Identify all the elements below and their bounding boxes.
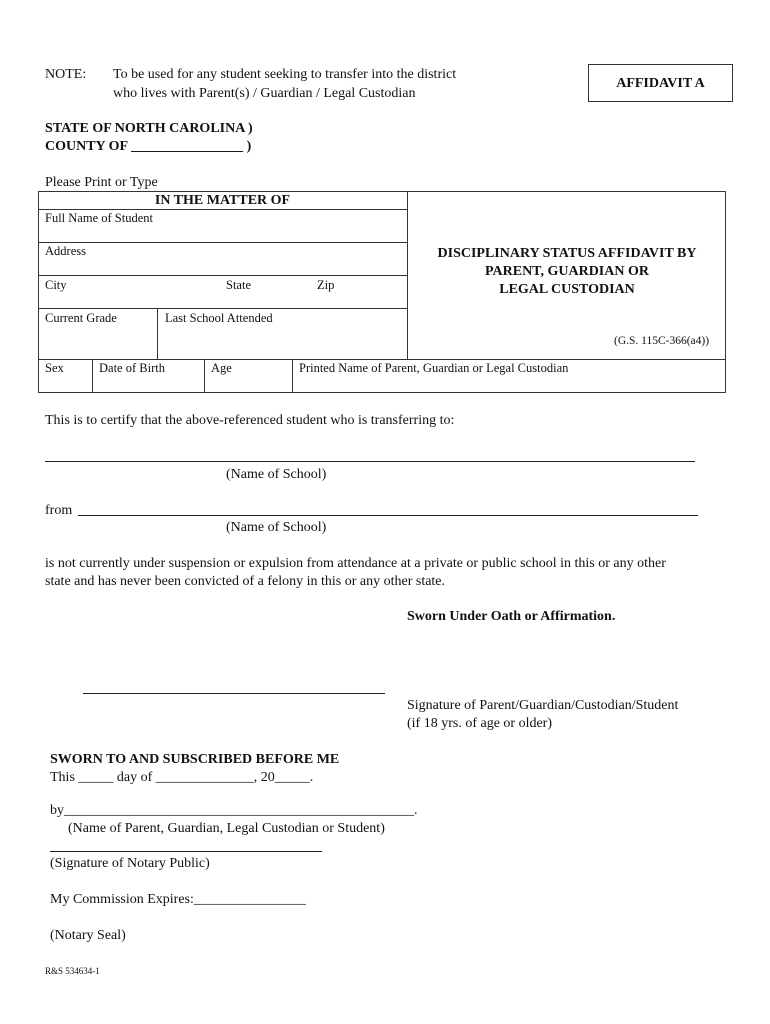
affidavit-label-box bbox=[588, 64, 733, 102]
current-grade-field[interactable]: Current Grade bbox=[45, 311, 117, 325]
note-line-2: who lives with Parent(s) / Guardian / Legal Custodian bbox=[113, 86, 416, 101]
notary-date-line[interactable]: This _____ day of ______________, 20_____. bbox=[50, 770, 314, 785]
from-label: from bbox=[45, 503, 73, 518]
form-rule bbox=[157, 308, 158, 359]
sex-field[interactable]: Sex bbox=[45, 361, 64, 375]
name-of-school-caption-2: (Name of School) bbox=[226, 520, 327, 535]
date-of-birth-field[interactable]: Date of Birth bbox=[99, 361, 165, 375]
form-rule bbox=[204, 359, 205, 393]
status-line-1: is not currently under suspension or expulsion from attendance at a private or public school in this or any other bbox=[45, 556, 666, 571]
note-label: NOTE: bbox=[45, 67, 87, 82]
state-field[interactable]: State bbox=[226, 278, 251, 292]
certify-text: This is to certify that the above-referenced student who is transferring to: bbox=[45, 413, 455, 428]
notary-heading: SWORN TO AND SUBSCRIBED BEFORE ME bbox=[50, 752, 340, 767]
form-rule bbox=[92, 359, 93, 393]
last-school-field[interactable]: Last School Attended bbox=[165, 311, 273, 325]
signature-caption-2: (if 18 yrs. of age or older) bbox=[407, 716, 553, 731]
affidavit-label: AFFIDAVIT A bbox=[616, 76, 705, 91]
school-to-line[interactable] bbox=[45, 461, 695, 462]
footer-code: R&S 534634-1 bbox=[45, 966, 100, 976]
status-line-2: state and has never been convicted of a felony in this or any other state. bbox=[45, 574, 446, 589]
form-title-line-3: LEGAL CUSTODIAN bbox=[499, 282, 635, 297]
form-rule bbox=[38, 359, 726, 360]
address-field[interactable]: Address bbox=[45, 244, 86, 258]
full-name-field[interactable]: Full Name of Student bbox=[45, 211, 153, 225]
form-title-line-1: DISCIPLINARY STATUS AFFIDAVIT BY bbox=[437, 246, 697, 261]
form-title-line-2: PARENT, GUARDIAN OR bbox=[485, 264, 649, 279]
county-line: COUNTY OF ________________ ) bbox=[45, 139, 252, 154]
notary-signature-caption: (Signature of Notary Public) bbox=[50, 856, 210, 871]
state-line: STATE OF NORTH CAROLINA ) bbox=[45, 121, 253, 136]
printed-name-field[interactable]: Printed Name of Parent, Guardian or Legal Custodian bbox=[299, 361, 569, 375]
notary-seal-label: (Notary Seal) bbox=[50, 928, 126, 943]
city-field[interactable]: City bbox=[45, 278, 67, 292]
signature-caption-1: Signature of Parent/Guardian/Custodian/Student bbox=[407, 698, 679, 713]
notary-signature-line[interactable] bbox=[50, 851, 322, 852]
commission-expires[interactable]: My Commission Expires:________________ bbox=[50, 892, 306, 907]
notary-by-line[interactable]: by__________________________________________________. bbox=[50, 803, 418, 818]
name-of-school-caption-1: (Name of School) bbox=[226, 467, 327, 482]
sworn-text: Sworn Under Oath or Affirmation. bbox=[407, 609, 616, 624]
note-line-1: To be used for any student seeking to transfer into the district bbox=[113, 67, 457, 82]
notary-by-caption: (Name of Parent, Guardian, Legal Custodian or Student) bbox=[68, 821, 385, 836]
form-rule bbox=[38, 275, 407, 276]
form-rule bbox=[292, 359, 293, 393]
signature-line[interactable] bbox=[83, 693, 385, 694]
matter-header: IN THE MATTER OF bbox=[154, 193, 291, 208]
zip-field[interactable]: Zip bbox=[317, 278, 335, 292]
school-from-line[interactable] bbox=[78, 515, 698, 516]
form-rule bbox=[38, 308, 407, 309]
form-rule bbox=[38, 242, 407, 243]
age-field[interactable]: Age bbox=[211, 361, 232, 375]
print-instruction: Please Print or Type bbox=[45, 175, 158, 190]
statute-reference: (G.S. 115C-366(a4)) bbox=[614, 335, 710, 347]
